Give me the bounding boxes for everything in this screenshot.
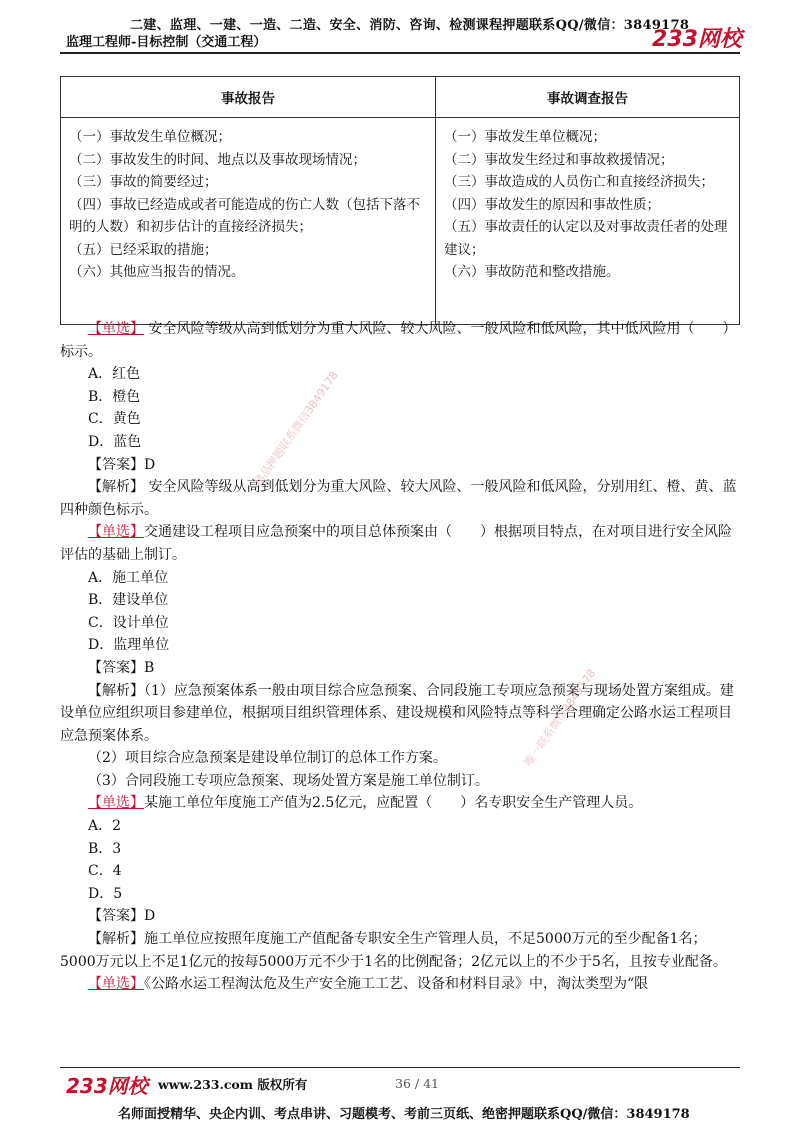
option: A．红色	[88, 366, 141, 383]
list-item: （四）事故已经造成或者可能造成的伤亡人数（包括下落不明的人数）和初步估计的直接经济损失；	[69, 196, 420, 235]
question-type-tag: 【单选】	[88, 321, 144, 337]
question-type-tag: 【单选】	[88, 976, 144, 993]
footer-copyright: www.233.com 版权所有	[158, 1077, 308, 1092]
report-items-cell	[61, 118, 436, 325]
question-2-stem: 【单选】交通建设工程项目应急预案中的项目总体预案由（ ）根据项目特点，在对项目进行安全风险评估的基础上制订。	[60, 524, 732, 563]
option: A．2	[88, 818, 122, 835]
option: B．橙色	[88, 388, 141, 405]
question-type-tag: 【单选】	[88, 524, 144, 541]
option: C．黄色	[88, 411, 141, 428]
list-item: （五）已经采取的措施；	[69, 241, 218, 258]
table-header-investigation: 事故调查报告	[436, 77, 740, 118]
option: C．设计单位	[88, 614, 169, 631]
table-header-report: 事故报告	[61, 77, 436, 118]
list-item: （一）事故发生单位概况；	[69, 129, 231, 145]
header-divider	[60, 52, 740, 54]
question-type-tag: 【单选】	[88, 795, 144, 812]
option: D．5	[88, 885, 123, 902]
list-item: （二）事故发生经过和事故救援情况；	[444, 151, 674, 168]
option: D．蓝色	[88, 433, 142, 450]
question-4-stem: 【单选】《公路水运工程淘汰危及生产安全施工工艺、设备和材料目录》中，淘汰类型为“限	[88, 976, 649, 993]
footer-divider	[60, 1067, 740, 1068]
question-3-stem: 【单选】某施工单位年度施工产值为2.5亿元，应配置（ ）名专职安全生产管理人员。	[88, 795, 643, 812]
option: B．3	[88, 840, 122, 857]
list-item: （六）其他应当报告的情况。	[69, 264, 245, 280]
header-subject-title: 监理工程师-目标控制（交通工程）	[66, 35, 267, 50]
header-contact-line: 二建、监理、一建、一造、二造、安全、消防、咨询、检测课程押题联系QQ/微信：3849178	[130, 18, 690, 33]
table-header-row	[61, 77, 740, 118]
answer: 【答案】D	[88, 908, 156, 925]
analysis: （2）项目综合应急预案是建设单位制订的总体工作方案。	[88, 750, 447, 767]
list-item: （四）事故发生的原因和事故性质；	[444, 196, 660, 213]
question-section	[60, 318, 740, 996]
list-item: （六）事故防范和整改措施。	[444, 264, 620, 280]
brand-logo: 233网校	[652, 27, 742, 52]
watermark: 唯一联系微信3849178	[521, 666, 599, 769]
table-row	[61, 118, 740, 325]
option: D．监理单位	[88, 637, 170, 654]
watermark: 精品押题联系微信3849178	[251, 368, 341, 489]
footer-contact-line: 名师面授精华、央企内训、考点串讲、习题模考、考前三页纸、绝密押题联系QQ/微信：3849178	[118, 1107, 690, 1122]
option: A．施工单位	[88, 569, 169, 586]
accident-report-comparison-table	[60, 76, 740, 325]
analysis: 【解析】施工单位应按照年度施工产值配备专职安全生产管理人员，不足5000万元的至少配备1名；5000万元以上不足1亿元的按每5000万元不少于1名的比例配备；2亿元以上的不少于5名，且按专业配备。	[60, 931, 727, 970]
answer: 【答案】D	[88, 456, 156, 473]
list-item: （一）事故发生单位概况；	[444, 129, 606, 145]
list-item: （二）事故发生的时间、地点以及事故现场情况；	[69, 151, 366, 168]
option: C．4	[88, 863, 122, 880]
analysis: 【解析】 安全风险等级从高到低划分为重大风险、较大风险、一般风险和低风险，分别用红、橙、黄、蓝四种颜色标示。	[60, 479, 737, 518]
footer-logo: 233网校	[66, 1074, 148, 1098]
answer: 【答案】B	[88, 659, 155, 676]
list-item: （五）事故责任的认定以及对事故责任者的处理建议；	[444, 219, 728, 258]
analysis: 【解析】（1）应急预案体系一般由项目综合应急预案、合同段施工专项应急预案与现场处置方案组成。建设单位应组织项目参建单位，根据项目组织管理体系、建设规模和风险特点等科学合理确定公路水运工程项目应急预案体系。	[60, 682, 734, 744]
list-item: （三）事故的简要经过；	[69, 174, 218, 190]
page-number: 36 / 41	[395, 1076, 439, 1091]
list-item: （三）事故造成的人员伤亡和直接经济损失；	[444, 174, 714, 190]
option: B．建设单位	[88, 592, 169, 609]
investigation-items-cell	[436, 118, 740, 325]
analysis: （3）合同段施工专项应急预案、现场处置方案是施工单位制订。	[88, 772, 489, 789]
question-1-stem: 【单选】 安全风险等级从高到低划分为重大风险、较大风险、一般风险和低风险，其中低风险用（ ）标示。	[60, 321, 737, 360]
